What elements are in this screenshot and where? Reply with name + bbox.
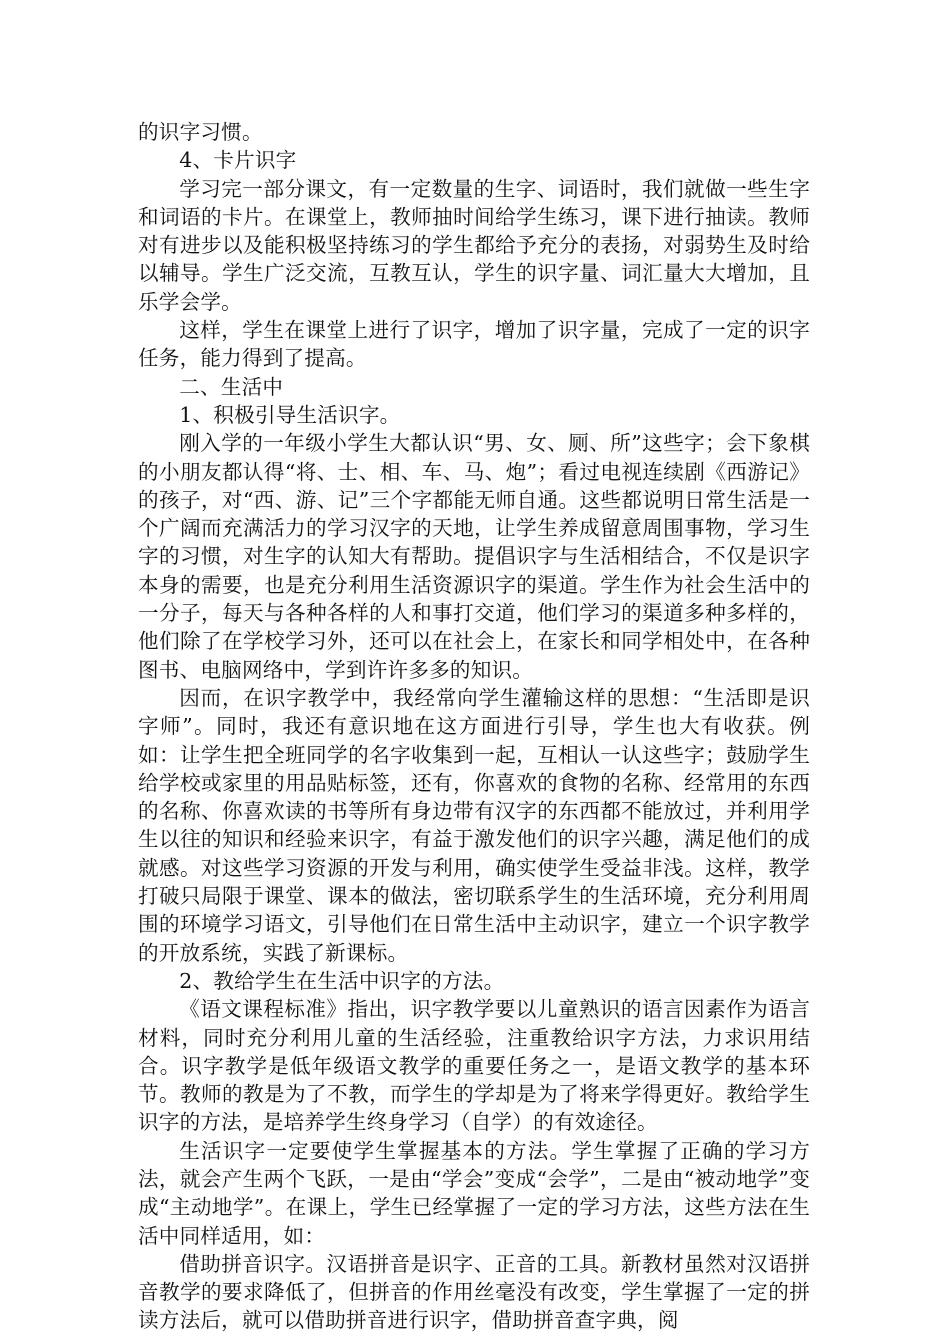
paragraph: 这样，学生在课堂上进行了识字，增加了识字量，完成了一定的识字任务，能力得到了提高。	[138, 318, 810, 371]
section-heading-in-life: 二、生活中	[179, 374, 284, 399]
paragraph-continuation: 的识字习惯。	[138, 120, 263, 144]
section-heading-literacy-methods: 2、教给学生在生活中识字的方法。	[179, 968, 505, 993]
paragraph: 生活识字一定要使学生掌握基本的方法。学生掌握了正确的学习方法，就会产生两个飞跃，一是由“学会”变成“会学”，二是由“被动地学”变成“主动地学”。在课上，学生已经掌握了一定的学习方法，这些方法在生活中同样适用，如：	[138, 1138, 810, 1248]
document-body	[138, 118, 810, 1335]
paragraph: 刚入学的一年级小学生大都认识“男、女、厕、所”这些字；会下象棋的小朋友都认得“将、士、相、车、马、炮”；看过电视连续剧《西游记》的孩子，对“西、游、记”三个字都能无师自通。这些都说明日常生活是一个广阔而充满活力的学习汉字的天地，让学生养成留意周围事物，学习生字的习惯，对生字的认知大有帮助。提倡识字与生活相结合，不仅是识字本身的需要，也是充分利用生活资源识字的渠道。学生作为社会生活中的一分子，每天与各种各样的人和事打交道，他们学习的渠道多种多样的，他们除了在学校学习外，还可以在社会上，在家长和同学相处中，在各种图书、电脑网络中，学到许许多多的知识。	[138, 431, 810, 682]
section-heading-guide-life-literacy: 1、积极引导生活识字。	[179, 402, 401, 427]
paragraph: 借助拼音识字。汉语拼音是识字、正音的工具。新教材虽然对汉语拼音教学的要求降低了，但拼音的作用丝毫没有改变，学生掌握了一定的拼读方法后，就可以借助拼音进行识字，借助拼音查字典，阅	[138, 1251, 810, 1333]
paragraph: 因而，在识字教学中，我经常向学生灌输这样的思想：“生活即是识字师”。同时，我还有意识地在这方面进行引导，学生也大有收获。例如：让学生把全班同学的名字收集到一起，互相认一认这些字；鼓励学生给学校或家里的用品贴标签，还有，你喜欢的食物的名称、经常用的东西的名称、你喜欢读的书等所有身边带有汉字的东西都不能放过，并利用学生以往的知识和经验来识字，有益于激发他们的识字兴趣，满足他们的成就感。对这些学习资源的开发与利用，确实使学生受益非浅。这样，教学打破只局限于课堂、课本的做法，密切联系学生的生活环境，充分利用周围的环境学习语文，引导他们在日常生活中主动识字，建立一个识字教学的开放系统，实践了新课标。	[138, 685, 810, 965]
section-heading-card-literacy: 4、卡片识字	[179, 148, 297, 173]
paragraph: 学习完一部分课文，有一定数量的生字、词语时，我们就做一些生字和词语的卡片。在课堂上，教师抽时间给学生练习，课下进行抽读。教师对有进步以及能积极坚持练习的学生都给予充分的表扬，对弱势生及时给以辅导。学生广泛交流，互教互认，学生的识字量、词汇量大大增加，且乐学会学。	[138, 176, 810, 314]
paragraph: 《语文课程标准》指出，识字教学要以儿童熟识的语言因素作为语言材料，同时充分利用儿童的生活经验，注重教给识字方法，力求识用结合。识字教学是低年级语文教学的重要任务之一，是语文教学的基本环节。教师的教是为了不教，而学生的学却是为了将来学得更好。教给学生识字的方法，是培养学生终身学习（自学）的有效途径。	[138, 997, 810, 1135]
